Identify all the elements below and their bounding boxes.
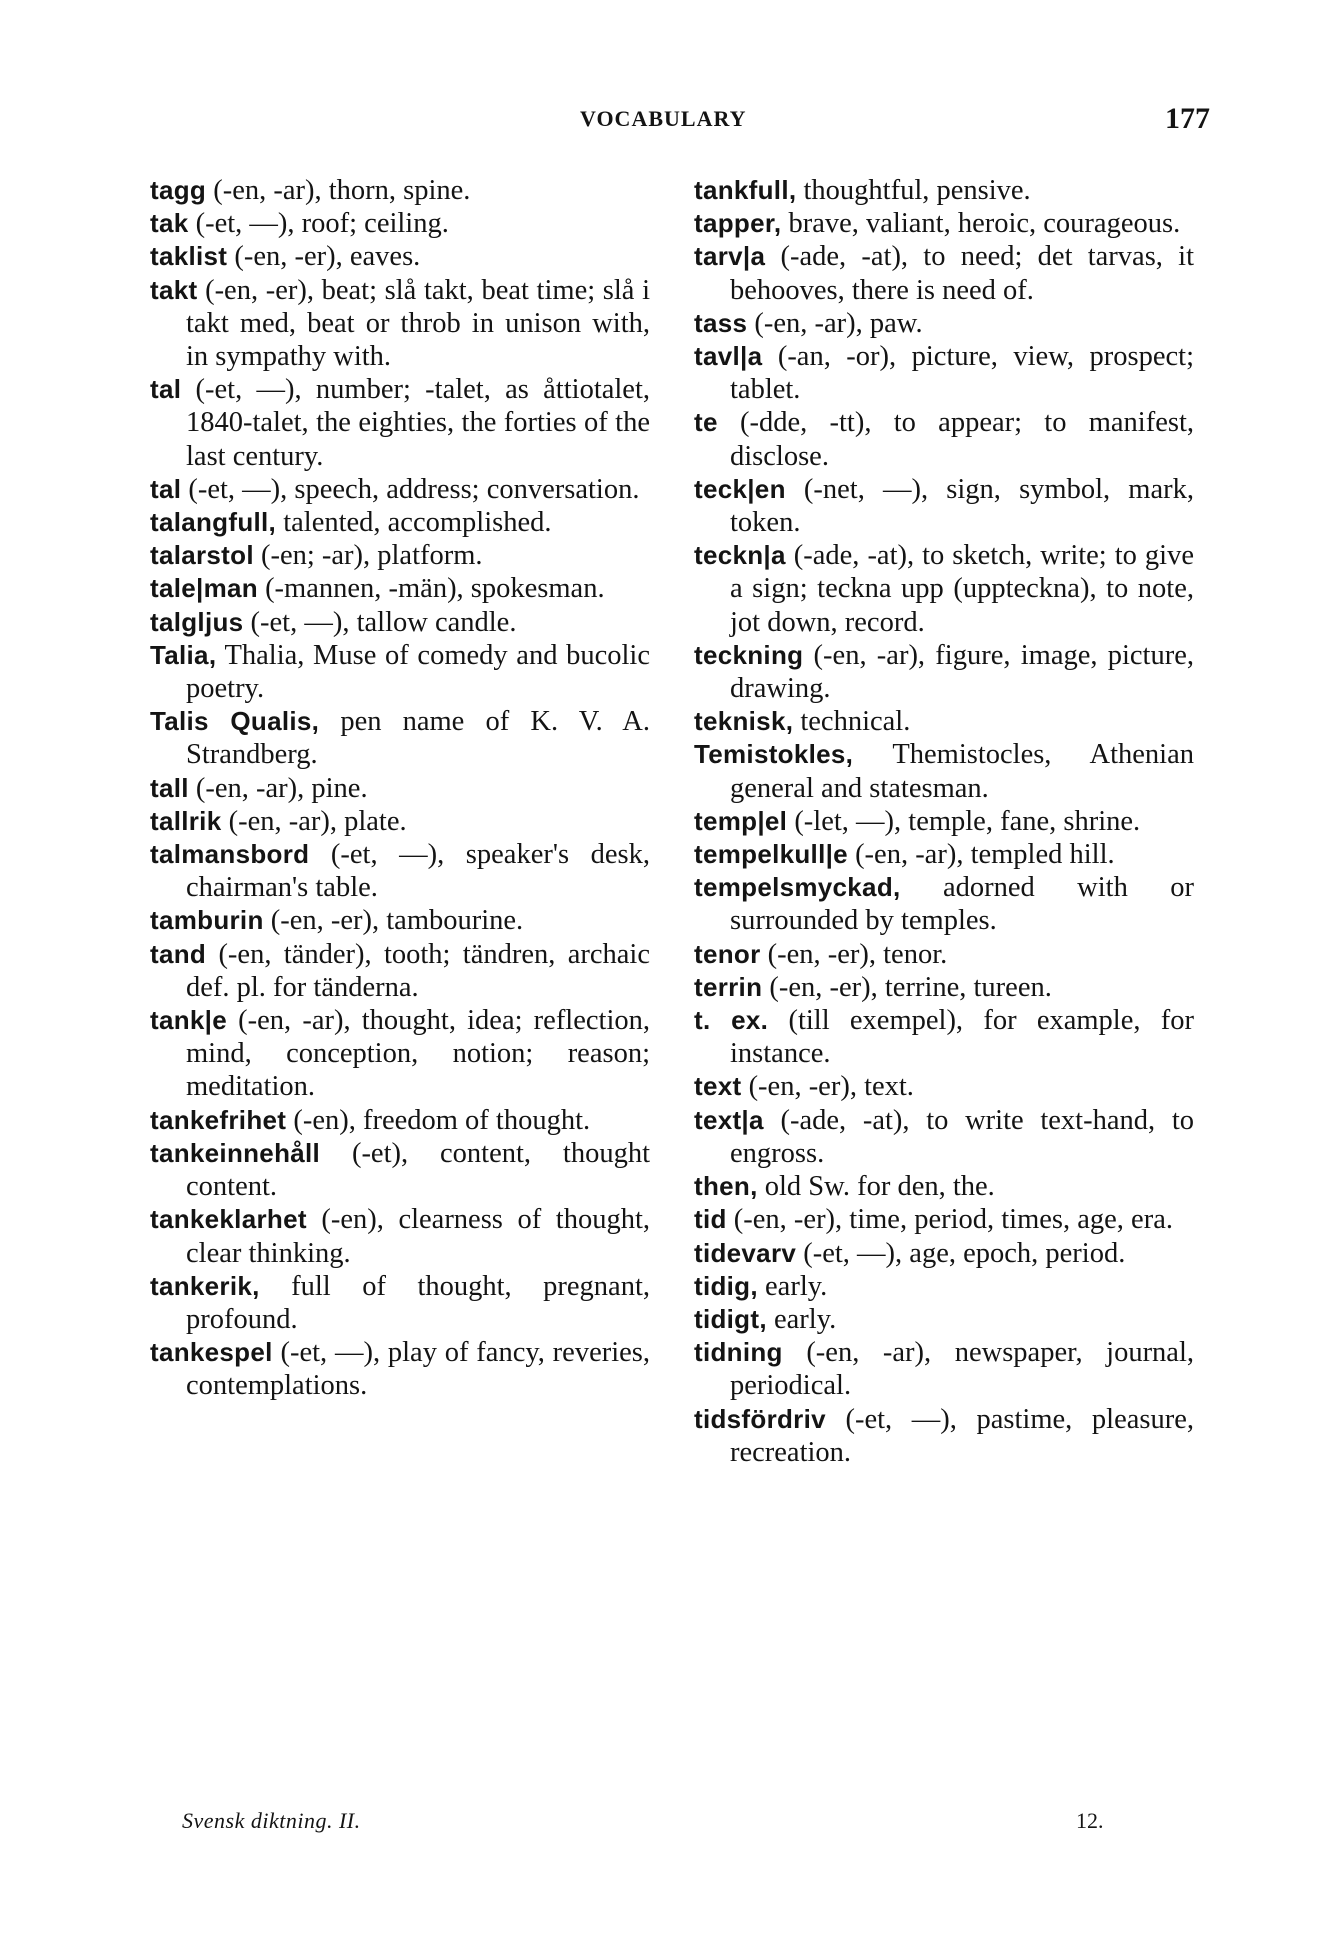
vocabulary-entry: [694, 1004, 1194, 1070]
vocabulary-entry: [150, 1336, 650, 1402]
headword: tankfull,: [694, 175, 797, 205]
vocabulary-entry: [150, 207, 650, 240]
definition: adorned with or surrounded by temples.: [730, 872, 1194, 937]
definition: (-mannen, -män), spokesman.: [257, 573, 605, 605]
vocabulary-entry: [694, 971, 1194, 1004]
headword: tall: [150, 772, 189, 803]
headword: tal: [150, 473, 182, 504]
definition: old Sw. for den, the.: [757, 1171, 995, 1203]
vocabulary-entry: [694, 738, 1194, 804]
definition: (-et, —), play of fancy, reveries, contemplations.: [186, 1337, 650, 1402]
vocabulary-entry: [694, 539, 1194, 639]
definition: (-en, -er), text.: [741, 1071, 914, 1103]
definition: (-et, —), number; -talet, as åttiotalet, 1840-talet, the eighties, the forties of the last century.: [181, 374, 650, 472]
definition: Themistocles, Athenian general and statesman.: [730, 739, 1194, 804]
definition: early.: [757, 1270, 828, 1302]
definition: (-en, -ar), thought, idea; reflection, mind, conception, notion; reason; meditation.: [186, 1005, 650, 1103]
definition: (-en, -er), terrine, tureen.: [762, 971, 1052, 1003]
footer-signature: Svensk diktning. II.: [182, 1808, 361, 1833]
definition: talented, accomplished.: [276, 507, 552, 539]
headword: tallrik: [150, 805, 222, 836]
definition: (-let, —), temple, fane, shrine.: [787, 805, 1141, 837]
headword: talgljus: [150, 606, 244, 637]
vocabulary-entry: [150, 938, 650, 1004]
headword: te: [694, 407, 718, 438]
vocabulary-entry: [694, 1170, 1194, 1203]
definition: (-en, -ar), newspaper, journal, periodical.: [730, 1337, 1194, 1402]
left-column: [150, 174, 650, 1403]
headword: tass: [694, 307, 748, 338]
headword: taklist: [150, 241, 228, 272]
page-number: 177: [1165, 102, 1210, 135]
definition: (-et, —), age, epoch, period.: [796, 1237, 1126, 1269]
definition: (till exempel), for example, for instance.: [730, 1005, 1194, 1070]
vocabulary-entry: [694, 406, 1194, 472]
headword: t. ex.: [694, 1005, 769, 1036]
vocabulary-entry: [150, 772, 650, 805]
headword: Talia,: [150, 639, 217, 670]
definition: (-et), content, thought content.: [186, 1137, 650, 1203]
vocabulary-entry: [694, 307, 1194, 340]
headword: takt: [150, 274, 198, 305]
definition: (-ade, -at), to write text-hand, to engross.: [730, 1104, 1194, 1169]
headword: tidigt,: [694, 1303, 767, 1334]
definition: (-en, -er), tenor.: [760, 938, 948, 970]
headword: talangfull,: [150, 507, 277, 538]
vocabulary-entry: [150, 904, 650, 937]
vocabulary-entry: [150, 805, 650, 838]
vocabulary-entry: [150, 1104, 650, 1137]
definition: (-en, tänder), tooth; tändren, archaic def. pl. for tänderna.: [186, 938, 650, 1003]
vocabulary-entry: [694, 1237, 1194, 1270]
vocabulary-entry: [694, 639, 1194, 705]
definition: early.: [766, 1303, 837, 1335]
definition: (-en, -ar), plate.: [221, 805, 407, 837]
vocabulary-entry: [150, 539, 650, 572]
definition: (-net, —), sign, symbol, mark, token.: [730, 473, 1194, 539]
headword: tankeklarhet: [150, 1204, 307, 1235]
vocabulary-entry: [150, 274, 650, 374]
headword: teckn|a: [694, 540, 786, 571]
vocabulary-entry: [694, 1403, 1194, 1469]
definition: (-et, —), tallow candle.: [243, 606, 517, 638]
definition: (-en, -ar), thorn, spine.: [206, 175, 471, 206]
vocabulary-entry: [150, 1137, 650, 1203]
right-column: [694, 174, 1194, 1469]
vocabulary-entry: [694, 240, 1194, 306]
definition: (-et, —), roof; ceiling.: [188, 208, 449, 240]
headword: tale|man: [150, 573, 258, 604]
vocabulary-entry: [694, 340, 1194, 406]
headword: tid: [694, 1204, 727, 1235]
definition: (-en, -ar), pine.: [188, 772, 368, 804]
vocabulary-entry: [694, 938, 1194, 971]
headword: talmansbord: [150, 839, 310, 870]
definition: (-en, -ar), paw.: [747, 307, 923, 339]
headword: text: [694, 1071, 742, 1102]
definition: (-en), clearness of thought, clear thinking.: [186, 1204, 650, 1269]
definition: full of thought, pregnant, profound.: [186, 1270, 650, 1335]
vocabulary-entry: [150, 174, 650, 207]
vocabulary-entry: [150, 1270, 650, 1336]
headword: tidsfördriv: [694, 1403, 826, 1434]
definition: (-dde, -tt), to appear; to manifest, disclose.: [717, 407, 1194, 472]
vocabulary-entry: [694, 705, 1194, 738]
definition: thoughtful, pensive.: [796, 175, 1031, 206]
headword: tidevarv: [694, 1237, 797, 1268]
definition: (-et, —), speech, address; conversation.: [181, 473, 640, 505]
vocabulary-entry: [694, 1303, 1194, 1336]
definition: (-en; -ar), platform.: [253, 540, 483, 572]
headword: tenor: [694, 938, 761, 969]
headword: temp|el: [694, 805, 788, 836]
vocabulary-entry: [694, 1336, 1194, 1402]
definition: (-en), freedom of thought.: [286, 1104, 591, 1136]
vocabulary-entry: [694, 174, 1194, 207]
vocabulary-entry: [150, 838, 650, 904]
vocabulary-entry: [150, 572, 650, 605]
headword: tal: [150, 374, 182, 405]
headword: terrin: [694, 971, 763, 1002]
vocabulary-entry: [694, 1104, 1194, 1170]
definition: (-ade, -at), to need; det tarvas, it behooves, there is need of.: [730, 241, 1194, 306]
headword: Temistokles,: [694, 739, 854, 770]
vocabulary-entry: [150, 1203, 650, 1269]
headword: tankespel: [150, 1337, 273, 1368]
headword: tidning: [694, 1337, 783, 1368]
definition: (-ade, -at), to sketch, write; to give a sign; teckna upp (uppteckna), to note, jot down, record.: [730, 540, 1194, 638]
definition: (-en, -er), time, period, times, age, era.: [726, 1204, 1173, 1236]
definition: (-en, -er), beat; slå takt, beat time; slå i takt med, beat or throb in unison with, in sympathy with.: [186, 274, 650, 373]
headword: teckning: [694, 639, 804, 670]
definition: (-en, -ar), figure, image, picture, drawing.: [730, 639, 1194, 705]
definition: (-en, -er), tambourine.: [263, 905, 524, 937]
headword: tankefrihet: [150, 1104, 287, 1135]
vocabulary-entry: [694, 207, 1194, 240]
headword: talarstol: [150, 540, 254, 571]
definition: (-et, —), pastime, pleasure, recreation.: [730, 1403, 1194, 1468]
definition: (-an, -or), picture, view, prospect; tablet.: [730, 341, 1194, 406]
running-header: VOCABULARY: [580, 106, 747, 131]
headword: text|a: [694, 1104, 764, 1135]
vocabulary-entry: [150, 240, 650, 273]
definition: (-et, —), speaker's desk, chairman's table.: [186, 839, 650, 904]
headword: tankeinnehåll: [150, 1137, 321, 1168]
vocabulary-entry: [150, 473, 650, 506]
vocabulary-entry: [694, 473, 1194, 539]
headword: tapper,: [694, 208, 782, 239]
vocabulary-entry: [694, 1270, 1194, 1303]
headword: tagg: [150, 175, 207, 205]
headword: tarv|a: [694, 241, 766, 272]
headword: tand: [150, 938, 207, 969]
headword: tempelkull|e: [694, 839, 848, 870]
headword: tak: [150, 208, 189, 239]
vocabulary-entry: [694, 1203, 1194, 1236]
vocabulary-entry: [150, 373, 650, 473]
vocabulary-entry: [694, 1070, 1194, 1103]
headword: then,: [694, 1171, 758, 1202]
definition: brave, valiant, heroic, courageous.: [781, 208, 1181, 240]
vocabulary-entry: [694, 838, 1194, 871]
definition: Thalia, Muse of comedy and bucolic poetry.: [186, 639, 650, 705]
headword: tank|e: [150, 1005, 227, 1036]
vocabulary-entry: [150, 639, 650, 705]
footer-sheet-number: 12.: [1076, 1808, 1104, 1833]
vocabulary-entry: [150, 606, 650, 639]
definition: (-en, -ar), templed hill.: [847, 839, 1115, 871]
headword: tamburin: [150, 905, 264, 936]
headword: tavl|a: [694, 341, 763, 372]
definition: pen name of K. V. A. Strandberg.: [186, 706, 651, 771]
headword: tempelsmyckad,: [694, 872, 901, 903]
headword: Talis Qualis,: [150, 706, 320, 737]
headword: tankerik,: [150, 1270, 260, 1301]
vocabulary-entry: [694, 871, 1194, 937]
vocabulary-entry: [150, 705, 650, 771]
vocabulary-entry: [150, 1004, 650, 1104]
vocabulary-entry: [694, 805, 1194, 838]
headword: tidig,: [694, 1270, 758, 1301]
headword: teck|en: [694, 473, 786, 504]
definition: (-en, -er), eaves.: [227, 241, 421, 273]
vocabulary-entry: [150, 506, 650, 539]
headword: teknisk,: [694, 706, 794, 737]
definition: technical.: [793, 706, 911, 738]
